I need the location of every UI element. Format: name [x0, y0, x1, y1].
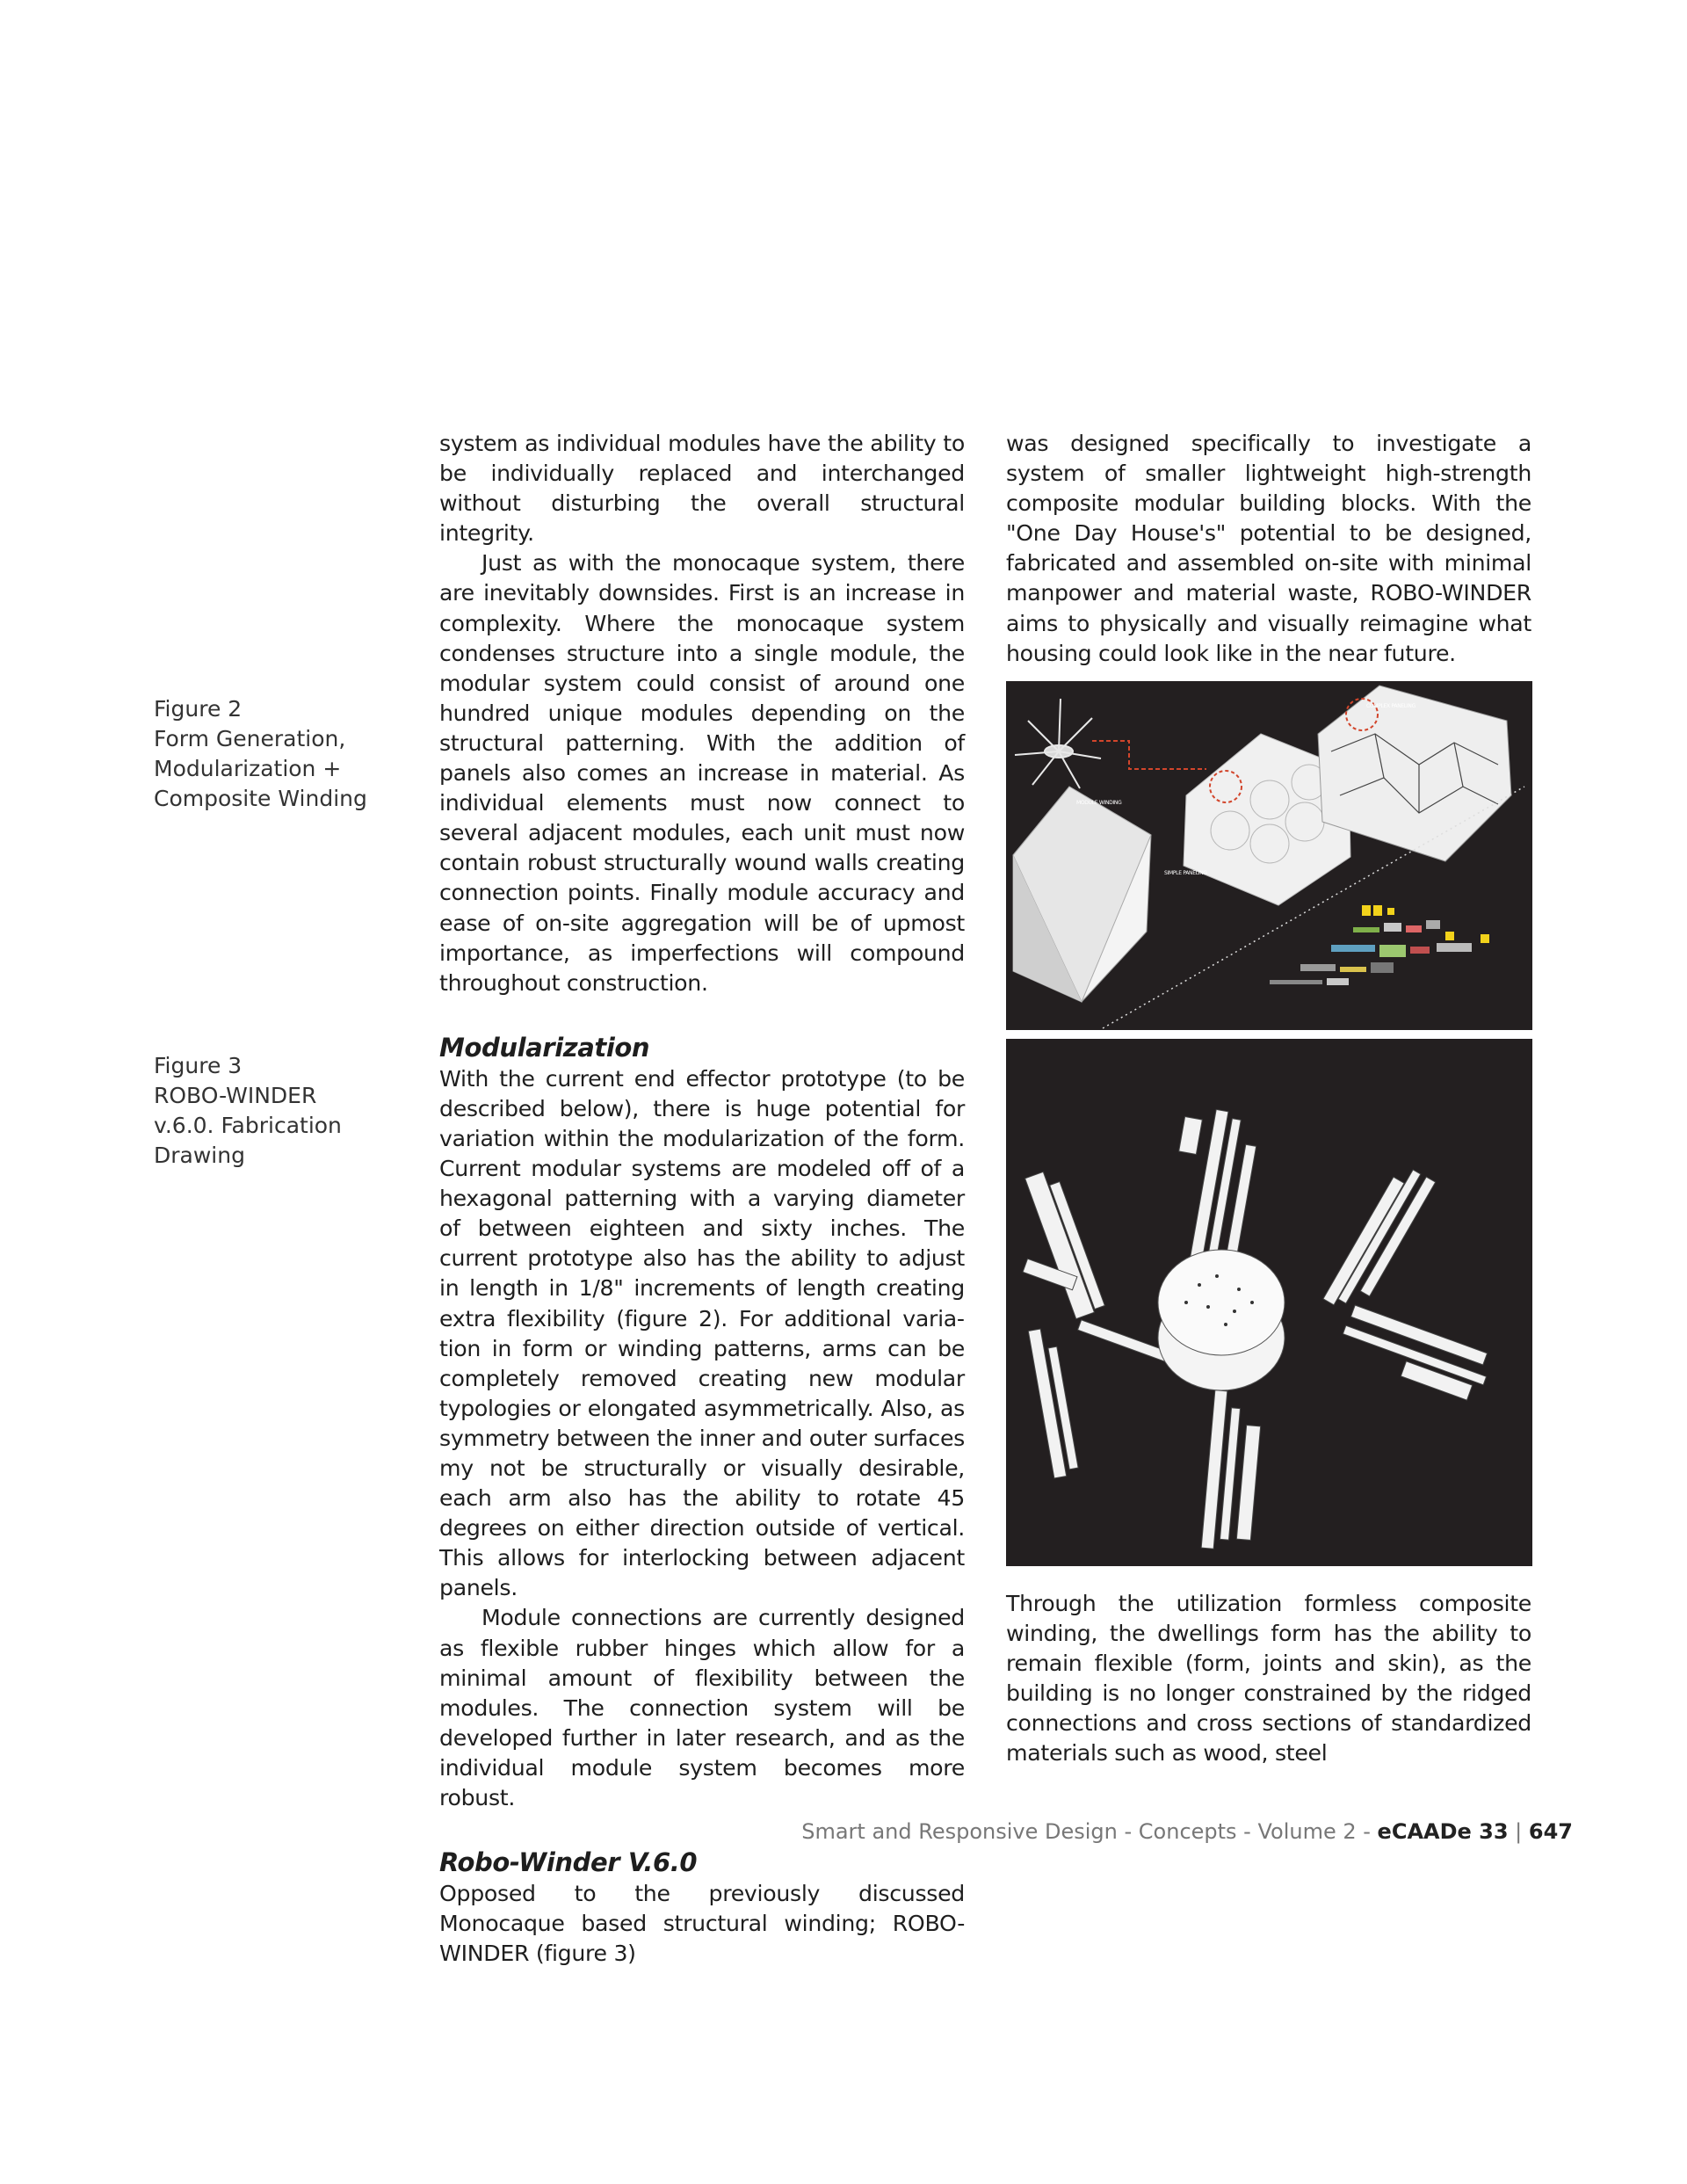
section-heading-robo-winder: Robo-Winder V.6.0: [439, 1847, 698, 1878]
figure-2-image: [1006, 681, 1532, 1030]
right-column: [1006, 429, 1531, 1768]
label-module-winding: MODULE WINDING: [1076, 799, 1122, 806]
body-paragraph: Through the utilization formless composite winding, the dwellings form has the ability to remain flexible (form, joints and skin), as the building is no longer constrained by the ridged connections and cross sections of standardized materials such as wood, steel: [1006, 1590, 1531, 1767]
figure-3-caption-line: v.6.0. Fabrication: [154, 1113, 342, 1138]
figure-3-image: [1006, 1039, 1532, 1566]
page-number: 647: [1528, 1819, 1573, 1844]
figure-2-drawing: [1006, 681, 1532, 1030]
body-paragraph: With the current end effector prototype (to be described below), there is huge potential for variation within the modularization of the form. Current modular systems are modeled off of a hexagonal patterning with a varying diameter of between eighteen and sixty inches. The current prototype also has the ability to adjust in length in 1/8" increments of length creating extra flexibility (figure 2). For additional variation in form or winding patterns, arms can be completely removed creating new modular typologies or elongated asymmetrically. Also, as symmetry between the inner and outer surfaces my not be structurally or visually desirable, each arm also has the ability to rotate 45 degrees on either direction outside of vertical. This allows for interlocking between adjacent panels.: [439, 1065, 965, 1601]
footer-text: Smart and Responsive Design - Concepts - Volume 2 -: [801, 1819, 1378, 1844]
body-paragraph: system as individual modules have the ability to be individually replaced and interchanged without disturbing the overall structural integrity.: [439, 431, 965, 547]
module-winding-icon: [1015, 699, 1101, 788]
body-paragraph: Just as with the monocaque system, there are inevitably downsides. First is an increase in complexity. Where the monocaque system condenses structure into a single module, the modular system could consist of around one hundred unique modules depending on the structural patterning. With the addition of panels also comes an increase in material. As individual elements must now connect to several adjacent modules, each unit must now contain robust structurally wound walls creating connection points. Finally module accuracy and ease of on-site aggregation will be of upmost importance, as imperfections will compound throughout construction.: [439, 550, 965, 996]
figure-2-caption-line: Composite Winding: [154, 786, 367, 811]
figure-2-caption-line: Modularization +: [154, 756, 342, 781]
figure-3-drawing: [1006, 1039, 1532, 1566]
figure-3-caption-line: Figure 3: [154, 1053, 243, 1078]
footer-separator: |: [1508, 1819, 1529, 1844]
label-complex-paneling: COMPLEX PANELING: [1366, 702, 1415, 709]
figure-2-caption-line: Figure 2: [154, 696, 243, 722]
parametric-definition-icon: [1270, 905, 1489, 985]
section-heading-modularization: Modularization: [439, 1032, 650, 1063]
figure-2-caption-line: Form Generation,: [154, 726, 346, 751]
left-column: [439, 429, 965, 1969]
figure-3-caption-line: Drawing: [154, 1143, 245, 1168]
figure-2-caption: [154, 694, 373, 814]
body-paragraph: was designed specifically to investigate a system of smaller lightweight high-strength composite modular building blocks. With the "One Day House's" potential to be designed, fabricated and assembled on-site with minimal manpower and material waste, ROBO-WINDER aims to physically and visually reimagine what housing could look like in the near future.: [1006, 431, 1531, 666]
central-hub-icon: [1158, 1250, 1285, 1390]
figure-3-caption-line: ROBO-WINDER: [154, 1083, 317, 1108]
body-paragraph: Opposed to the previously discussed Monocaque based structural winding; ROBO-WINDER (figure 3): [439, 1881, 965, 1967]
page-footer: [801, 1819, 1573, 1844]
footer-conference: eCAADe 33: [1377, 1819, 1509, 1844]
label-simple-paneling: SIMPLE PANELING: [1164, 869, 1207, 876]
simple-paneling-house-icon: [1013, 787, 1151, 1002]
body-paragraph: Module connections are currently designed as flexible rubber hinges which allow for a minimal amount of flexibility between the modules. The connection system will be developed further in later research, and as the individual module system becomes more robust.: [439, 1605, 965, 1811]
figure-3-caption: [154, 1051, 373, 1171]
